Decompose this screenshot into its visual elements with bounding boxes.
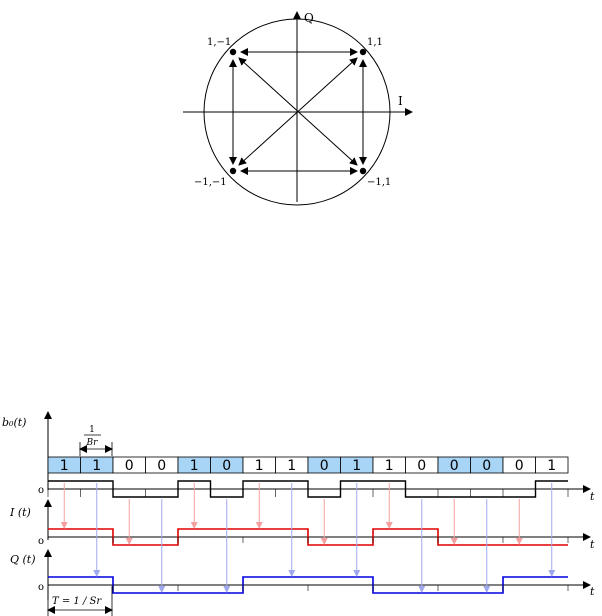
symbol-period-label: T = 1 / Sr	[52, 596, 102, 607]
zero-label: o	[38, 582, 45, 593]
bit-value: 1	[352, 458, 362, 474]
constellation-point	[230, 168, 236, 174]
zero-label: o	[38, 485, 45, 496]
bit-value: 0	[514, 458, 524, 474]
bit-value: 1	[547, 458, 557, 474]
bit-value: 0	[157, 458, 167, 474]
point-label: 1,1	[367, 37, 383, 48]
constellation-diagram	[0, 0, 602, 260]
q-axis-label: Q (t)	[10, 553, 36, 566]
i-axis-label: I (t)	[10, 506, 31, 519]
bit-value: 0	[222, 458, 232, 474]
t-label: t	[590, 538, 595, 551]
t-label: t	[590, 585, 595, 598]
constellation-point	[360, 49, 366, 55]
bit-value: 0	[319, 458, 329, 474]
bit-value: 1	[189, 458, 199, 474]
bit-value: 1	[254, 458, 264, 474]
i-axis-label: I	[398, 94, 403, 108]
point-label: −1,1	[367, 177, 392, 188]
timing-diagram	[0, 390, 602, 616]
constellation-point	[360, 168, 366, 174]
q-axis-label: Q	[304, 11, 314, 25]
bit-period-num: 1	[89, 425, 95, 435]
bit-value: 1	[92, 458, 102, 474]
bit-value: 0	[417, 458, 427, 474]
bit-row	[48, 457, 568, 474]
bit-value: 0	[482, 458, 492, 474]
zero-label: o	[38, 536, 45, 547]
t-label: t	[590, 490, 595, 503]
b0-axis-label: b₀(t)	[2, 416, 27, 429]
point-label: −1,−1	[194, 177, 227, 188]
bit-value: 1	[287, 458, 297, 474]
bit-value: 1	[59, 458, 69, 474]
constellation-point	[230, 49, 236, 55]
bit-value: 1	[384, 458, 394, 474]
bit-value: 0	[449, 458, 459, 474]
bit-period-den: Br	[86, 438, 98, 448]
bit-value: 0	[124, 458, 134, 474]
point-label: 1,−1	[207, 37, 232, 48]
